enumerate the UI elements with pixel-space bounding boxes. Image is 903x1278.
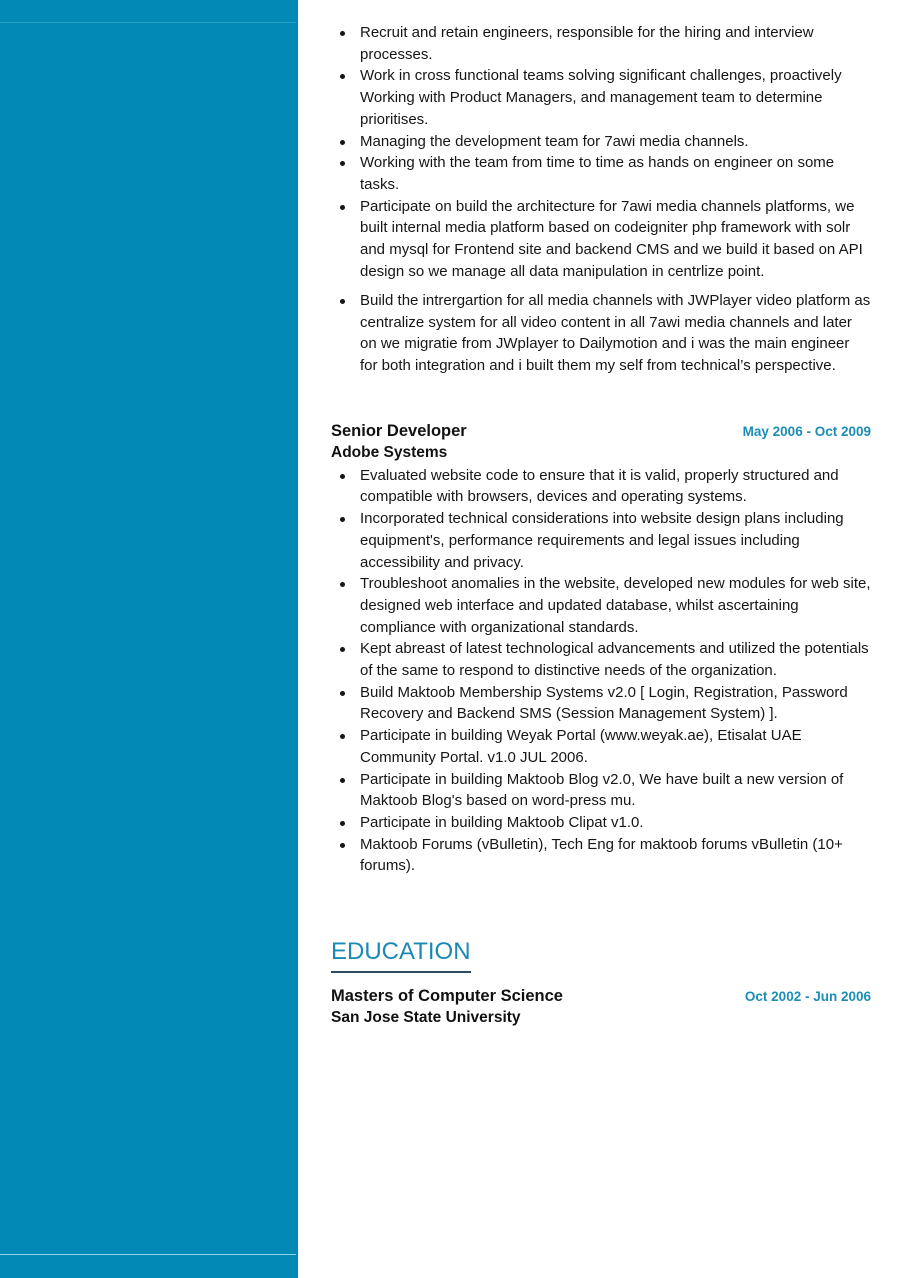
bullet-item: Work in cross functional teams solving significant challenges, proactively Working with Product Managers, and management team to determine prioritises.	[360, 65, 871, 130]
bullet-item: Maktoob Forums (vBulletin), Tech Eng for maktoob forums vBulletin (10+ forums).	[360, 834, 871, 877]
bullet-item: Kept abreast of latest technological advancements and utilized the potentials of the same to respond to distinctive needs of the organization.	[360, 638, 871, 681]
school-name: San Jose State University	[331, 1009, 521, 1027]
sidebar-divider-top	[0, 22, 296, 23]
job-entry	[331, 421, 871, 877]
sidebar	[0, 0, 298, 1278]
job-header	[331, 421, 871, 442]
education-entry	[331, 986, 871, 1028]
job-company: Adobe Systems	[331, 443, 448, 461]
education-header	[331, 986, 871, 1007]
main-content	[331, 22, 871, 1030]
education-dates: Oct 2002 - Jun 2006	[744, 989, 871, 1005]
job-bullets	[331, 465, 871, 877]
previous-job-bullets	[331, 22, 871, 377]
section-heading: EDUCATION	[331, 937, 471, 973]
job-dates: May 2006 - Oct 2009	[742, 423, 871, 439]
bullet-item: Managing the development team for 7awi media channels.	[360, 131, 871, 153]
sidebar-divider-bottom	[0, 1254, 296, 1255]
bullet-item: Participate in building Weyak Portal (www.weyak.ae), Etisalat UAE Community Portal. v1.0 JUL 2006.	[360, 725, 871, 768]
bullet-item: Evaluated website code to ensure that it is valid, properly structured and compatible with browsers, devices and operating systems.	[360, 465, 871, 508]
bullet-item: Recruit and retain engineers, responsible for the hiring and interview processes.	[360, 22, 871, 65]
bullet-item: Participate in building Maktoob Clipat v1.0.	[360, 812, 871, 834]
bullet-item: Build the intrergartion for all media channels with JWPlayer video platform as centralize system for all video content in all 7awi media channels and later on we migratie from JWplayer to Dailymotion and i was the main engineer for both integration and i built them my self from technical’s perspective.	[360, 290, 871, 377]
education-section	[331, 937, 871, 1028]
bullet-item: Participate on build the architecture for 7awi media channels platforms, we built internal media platform based on codeigniter php framework with solr and mysql for Frontend site and backend CMS and we build it based on API design so we manage all data manipulation in centrlize point.	[360, 196, 871, 283]
bullet-item: Participate in building Maktoob Blog v2.0, We have built a new version of Maktoob Blog's based on word-press mu.	[360, 769, 871, 812]
bullet-item: Incorporated technical considerations into website design plans including equipment's, performance requirements and legal issues including accessibility and privacy.	[360, 508, 871, 573]
bullet-item: Troubleshoot anomalies in the website, developed new modules for web site, designed web interface and updated database, whilst ascertaining compliance with organizational standards.	[360, 573, 871, 638]
job-title: Senior Developer	[331, 421, 467, 440]
bullet-item: Build Maktoob Membership Systems v2.0 [ Login, Registration, Password Recovery and Backend SMS (Session Management System) ].	[360, 682, 871, 725]
bullet-item: Working with the team from time to time as hands on engineer on some tasks.	[360, 152, 871, 195]
degree-title: Masters of Computer Science	[331, 987, 563, 1006]
